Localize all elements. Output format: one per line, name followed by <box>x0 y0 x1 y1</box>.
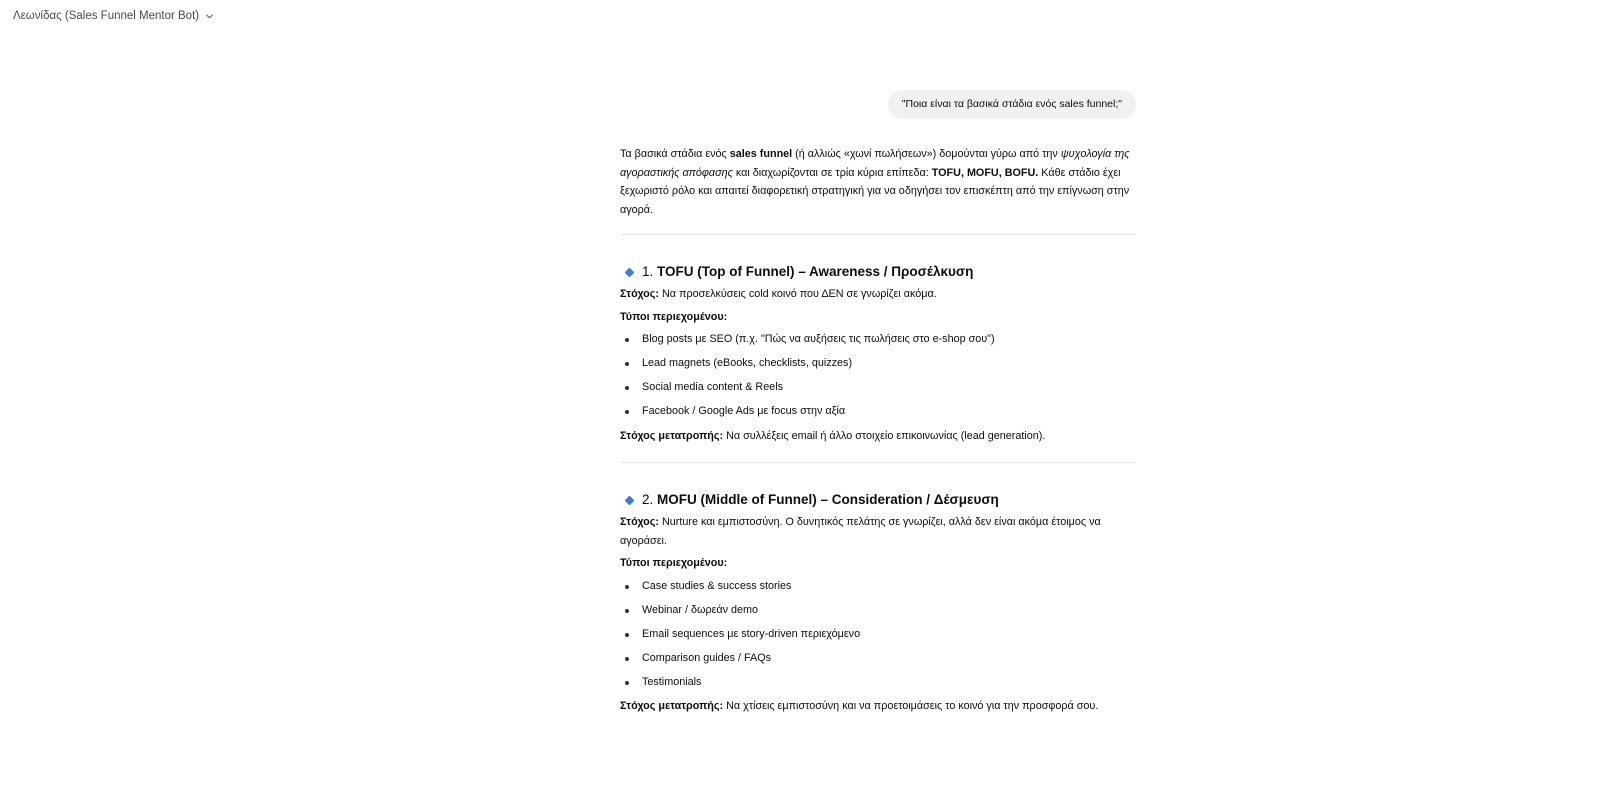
conversion-goal <box>620 697 1136 716</box>
conversion-label: Στόχος μετατροπής: <box>620 700 724 712</box>
chevron-down-icon <box>204 11 214 21</box>
list-item: Social media content & Reels <box>620 378 1136 397</box>
intro-italic: ψυχολογία της αγοραστικής απόφασης <box>620 148 1130 179</box>
intro-text: Κάθε στάδιο έχει ξεχωριστό ρόλο και απαιτεί διαφορετική στρατηγική για να οδηγήσει τον επισκέπτη από την επίγνωση στην αγορά. <box>620 166 1130 216</box>
conversion-text: Να χτίσεις εμπιστοσύνη και να προετοιμάσεις το κοινό για την προσφορά σου. <box>723 700 1099 712</box>
section-mofu <box>620 491 1136 716</box>
user-message: "Ποια είναι τα βασικά στάδια ενός sales funnel;" <box>888 90 1136 119</box>
intro-bold: TOFU, MOFU, BOFU. <box>931 166 1039 179</box>
content-types-label: Τύποι περιεχομένου: <box>620 310 728 323</box>
intro-paragraph <box>620 145 1136 219</box>
list-item: Email sequences με story-driven περιεχόμενο <box>620 625 1136 644</box>
section-title: TOFU (Top of Funnel) – Awareness / Προσέλκυση <box>657 264 974 279</box>
intro-text: Τα βασικά στάδια ενός <box>620 148 730 160</box>
conversion-text: Να συλλέξεις email ή άλλο στοιχείο επικοινωνίας (lead generation). <box>723 429 1046 442</box>
section-title: MOFU (Middle of Funnel) – Consideration / Δέσμευση <box>657 492 999 507</box>
section-heading <box>620 263 1136 281</box>
list-item: Facebook / Google Ads με focus στην αξία <box>620 402 1136 421</box>
list-item: Comparison guides / FAQs <box>620 649 1136 668</box>
conversion-goal <box>620 427 1136 446</box>
list-item: Testimonials <box>620 673 1136 692</box>
intro-bold: sales funnel <box>729 148 793 160</box>
section-number: 1. <box>642 264 654 279</box>
conversion-label: Στόχος μετατροπής: <box>620 429 724 442</box>
section-number: 2. <box>642 492 654 507</box>
bot-name: Λεωνίδας (Sales Funnel Mentor Bot) <box>13 10 200 22</box>
list-item: Blog posts με SEO (π.χ. "Πώς να αυξήσεις τις πωλήσεις στο e-shop σου") <box>620 330 1136 349</box>
divider <box>620 234 1136 235</box>
list-item: Webinar / δωρεάν demo <box>620 601 1136 620</box>
intro-text: και διαχωρίζονται σε τρία κύρια επίπεδα: <box>732 166 932 179</box>
chat-thread <box>620 90 1136 716</box>
content-list <box>620 577 1136 692</box>
goal-text: Nurture και εμπιστοσύνη. Ο δυνητικός πελάτης σε γνωρίζει, αλλά δεν είναι ακόμα έτοιμος να αγοράσει. <box>620 516 1101 547</box>
intro-text: (ή αλλιώς «χωνί πωλήσεων») δομούνται γύρω από την <box>792 148 1061 160</box>
content-list <box>620 330 1136 421</box>
bot-selector[interactable] <box>13 7 214 25</box>
goal-label: Στόχος: <box>620 288 659 300</box>
section-goal <box>620 513 1136 550</box>
section-heading <box>620 491 1136 509</box>
assistant-message <box>620 145 1136 716</box>
section-goal <box>620 285 1136 304</box>
list-item: Case studies & success stories <box>620 577 1136 596</box>
list-item: Lead magnets (eBooks, checklists, quizzes) <box>620 354 1136 373</box>
blue-diamond-icon <box>625 267 635 277</box>
content-types-label: Τύποι περιεχομένου: <box>620 557 728 569</box>
goal-text: Να προσελκύσεις cold κοινό που ΔΕΝ σε γνωρίζει ακόμα. <box>658 288 937 300</box>
section-tofu <box>620 263 1136 463</box>
goal-label: Στόχος: <box>620 516 659 528</box>
blue-diamond-icon <box>625 495 635 505</box>
divider <box>620 462 1136 463</box>
